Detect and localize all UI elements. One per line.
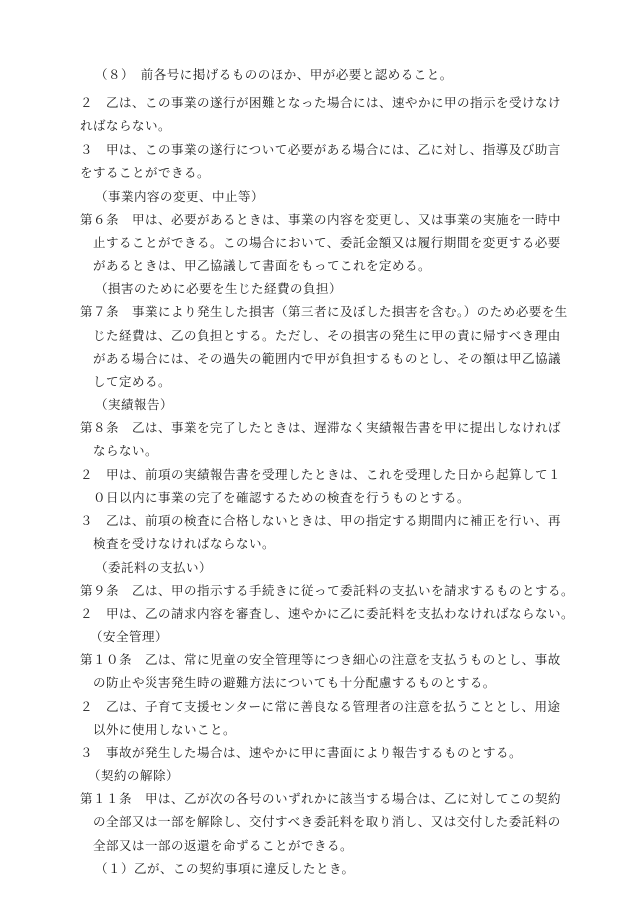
- article-10-line-1: 第１０条 乙は、常に児童の安全管理等につき細心の注意を支払うものとし、事故: [80, 652, 561, 667]
- article-9-line-1: 第９条 乙は、甲の指示する手続きに従って委託料の支払いを請求するものとする。: [80, 583, 575, 598]
- paragraph-3-line-1: ３ 甲は、この事業の遂行について必要がある場合には、乙に対し、指導及び助言: [80, 142, 561, 157]
- article-6-line-1: 第６条 甲は、必要があるときは、事業の内容を変更し、又は事業の実施を一時中: [80, 212, 562, 227]
- article-11-line-3: 全部又は一部の返還を命ずることができる。: [93, 838, 354, 853]
- paragraph-2-line-2: ればならない。: [80, 118, 172, 133]
- article-11-line-1: 第１１条 甲は、乙が次の各号のいずれかに該当する場合は、乙に対してこの契約: [80, 791, 562, 806]
- article-8-para-3-line-2: 検査を受けなければならない。: [93, 536, 276, 551]
- paragraph-2-line-1: ２ 乙は、この事業の遂行が困難となった場合には、速やかに甲の指示を受けなけ: [80, 95, 562, 110]
- article-11-item-1: （１）乙が、この契約事項に違反したとき。: [95, 861, 355, 876]
- heading-article-9: （委託料の支払い）: [95, 560, 213, 575]
- article-10-para-3: ３ 事故が発生した場合は、速やかに甲に書面により報告するものとする。: [80, 745, 523, 760]
- article-10-line-2: の防止や災害発生時の避難方法についても十分配慮するものとする。: [93, 675, 496, 690]
- article-6-line-3: があるときは、甲乙協議して書面をもってこれを定める。: [93, 258, 432, 273]
- article-8-line-2: ならない。: [93, 443, 159, 458]
- article-8-para-2-line-1: ２ 甲は、前項の実績報告書を受理したときは、これを受理した日から起算して１: [80, 467, 562, 482]
- item-8-line: （８） 前各号に掲げるもののほか、甲が必要と認めること。: [95, 67, 453, 82]
- article-8-line-1: 第８条 乙は、事業を完了したときは、遅滞なく実績報告書を甲に提出しなければ: [80, 420, 562, 435]
- article-10-para-2-line-1: ２ 乙は、子育て支援センターに常に善良なる管理者の注意を払うこととし、用途: [80, 699, 561, 714]
- heading-article-6: （事業内容の変更、中止等）: [95, 189, 265, 204]
- article-9-para-2: ２ 甲は、乙の請求内容を審査し、速やかに乙に委託料を支払わなければならない。: [80, 606, 575, 621]
- article-8-para-2-line-2: ０日以内に事業の完了を確認するための検査を行うものとする。: [93, 490, 471, 505]
- article-6-line-2: 止することができる。この場合において、委託金額又は履行期間を変更する必要: [93, 235, 561, 250]
- article-7-line-2: じた経費は、乙の負担とする。ただし、その損害の発生に甲の責に帰すべき理由: [93, 328, 561, 343]
- article-11-line-2: の全部又は一部を解除し、交付すべき委託料を取り消し、又は交付した委託料の: [93, 814, 561, 829]
- heading-article-7: （損害のために必要を生じた経費の負担）: [95, 281, 343, 296]
- paragraph-3-line-2: をすることができる。: [80, 165, 211, 180]
- article-7-line-1: 第７条 事業により発生した損害（第三者に及ぼした損害を含む。）のため必要を生: [80, 304, 568, 319]
- article-7-line-3: がある場合には、その過失の範囲内で甲が負担するものとし、その額は甲乙協議: [93, 351, 562, 366]
- heading-article-11: （契約の解除）: [88, 768, 180, 783]
- heading-article-10: （安全管理）: [90, 629, 169, 644]
- heading-article-8: （実績報告）: [95, 397, 174, 412]
- article-7-line-4: して定める。: [93, 374, 172, 389]
- article-8-para-3-line-1: ３ 乙は、前項の検査に合格しないときは、甲の指定する期間内に補正を行い、再: [80, 513, 562, 528]
- article-10-para-2-line-2: 以外に使用しないこと。: [93, 722, 237, 737]
